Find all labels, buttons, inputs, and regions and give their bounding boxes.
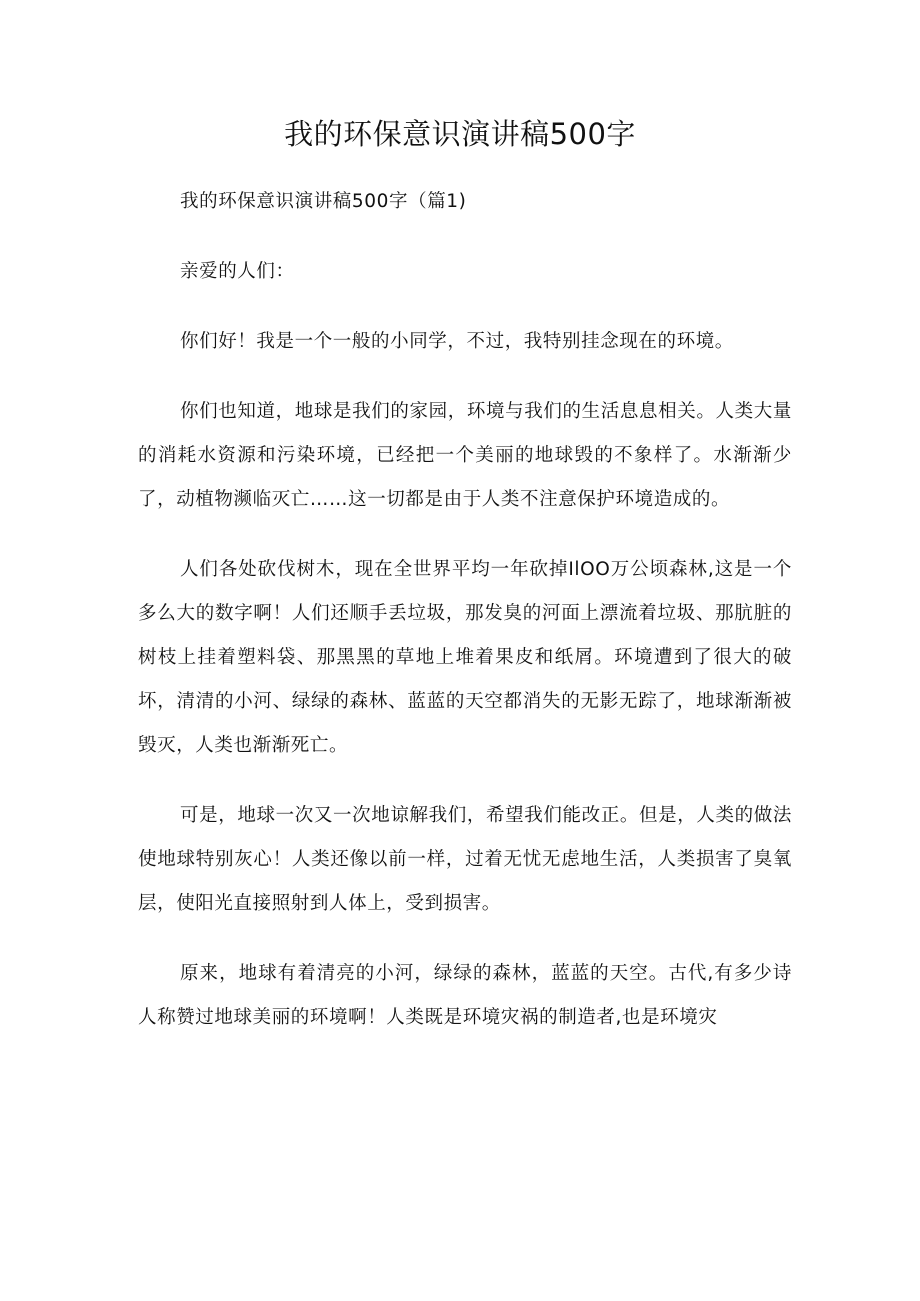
- paragraph-earth-home: 你们也知道，地球是我们的家园，环境与我们的生活息息相关。人类大量的消耗水资源和污染环境，已经把一个美丽的地球毁的不象样了。水渐渐少了，动植物濒临灭亡……这一切都是由于人类不注意保护环境造成的。: [138, 401, 792, 510]
- section-heading: 我的环保意识演讲稿500字（篇1): [180, 191, 467, 212]
- paragraph-original-earth: 原来，地球有着清亮的小河，绿绿的森林，蓝蓝的天空。古代,有多少诗人称赞过地球美丽的环境啊！人类既是环境灾祸的制造者,也是环境灾: [138, 963, 792, 1028]
- document-body: [138, 180, 792, 1040]
- paragraph-forgiveness: 可是，地球一次又一次地谅解我们，希望我们能改正。但是，人类的做法使地球特别灰心！人类还像以前一样，过着无忧无虑地生活，人类损害了臭氧层，使阳光直接照射到人体上，受到损害。: [138, 805, 792, 914]
- document-title: 我的环保意识演讲稿500字: [284, 117, 636, 151]
- paragraph-deforestation: 人们各处砍伐树木，现在全世界平均一年砍掉IlOO万公顷森林,这是一个多么大的数字啊！人们还顺手丢垃圾，那发臭的河面上漂流着垃圾、那肮脏的树枝上挂着塑料袋、那黑黑的草地上堆着果皮和纸屑。环境遭到了很大的破坏，清清的小河、绿绿的森林、蓝蓝的天空都消失的无影无踪了，地球渐渐被毁灭，人类也渐渐死亡。: [138, 559, 792, 756]
- paragraph-greeting: 你们好！我是一个一般的小同学，不过，我特别挂念现在的环境。: [180, 331, 734, 352]
- salutation: 亲爱的人们：: [180, 261, 295, 282]
